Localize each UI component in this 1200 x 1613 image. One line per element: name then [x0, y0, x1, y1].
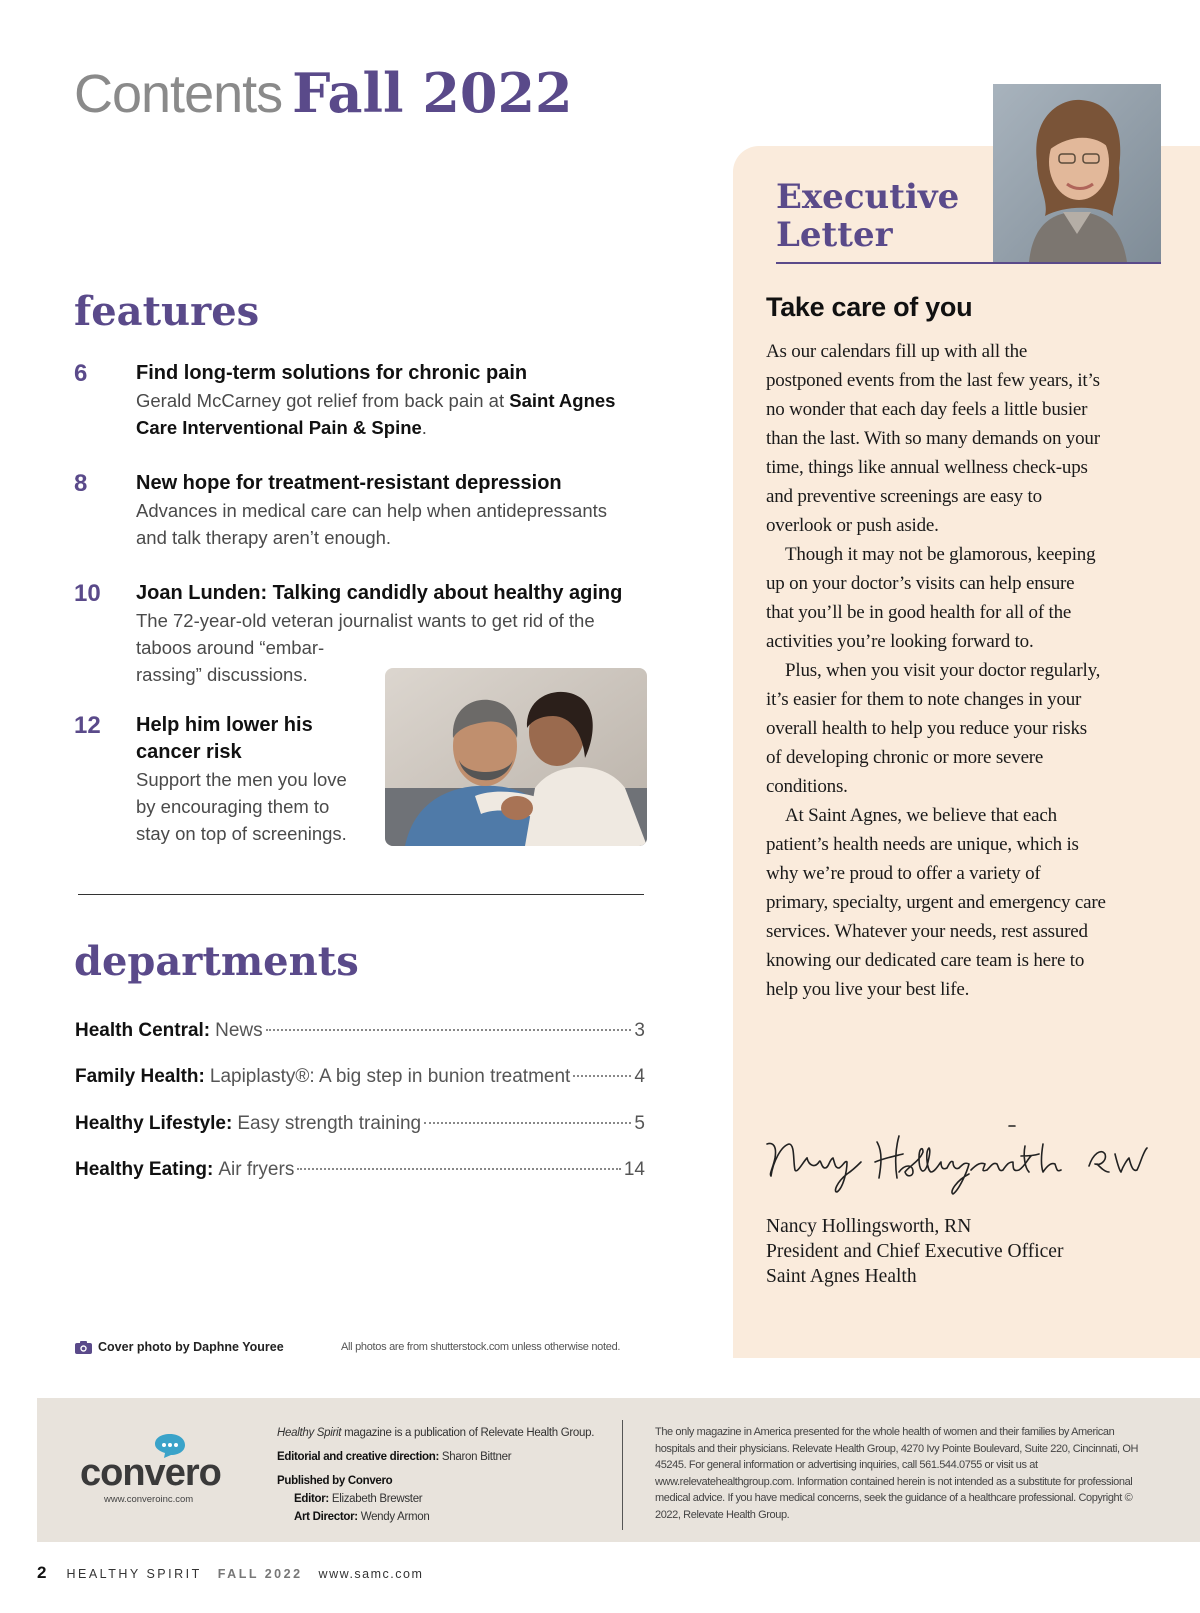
feature-page-number: 10 [74, 580, 101, 607]
department-page-number: 4 [634, 1066, 645, 1087]
magazine-name: Healthy Spirit [277, 1427, 342, 1439]
handwritten-signature [763, 1122, 1163, 1202]
feature-title: New hope for treatment-resistant depression [136, 472, 562, 494]
convero-url[interactable]: www.converoinc.com [104, 1494, 194, 1505]
department-name: Health Central: [75, 1020, 211, 1041]
department-topic: Air fryers [218, 1159, 295, 1180]
department-name: Healthy Lifestyle: [75, 1113, 233, 1134]
feature-description: Advances in medical care can help when antidepressants and talk therapy aren’t enough. [136, 500, 608, 548]
couple-photo [385, 668, 647, 846]
signer-block [766, 1214, 1063, 1289]
features-heading: features [74, 288, 260, 335]
dot-leader [424, 1122, 631, 1124]
feature-title: Find long-term solutions for chronic pain [136, 362, 528, 384]
executive-letter-heading: Executive Letter [776, 177, 960, 255]
publication-credits: Healthy Spirit magazine is a publication of Relevate Health Group. Editorial and creative direction: Sharon Bittner Published by Convero Editor: Elizabeth Brewster Art Director: Wendy Armon [277, 1427, 595, 1523]
cover-photo-credit-text: Cover photo by Daphne Youree [98, 1340, 284, 1354]
department-page-number: 5 [634, 1113, 645, 1134]
department-name: Family Health: [75, 1066, 205, 1087]
page-title [74, 61, 573, 125]
dot-leader [573, 1075, 631, 1077]
feature-description: Gerald McCarney got relief from back pain at Saint Agnes Care Interventional Pain & Spine. [136, 390, 616, 438]
convero-logo: convero [80, 1452, 221, 1494]
feature-description: Support the men you love by encouraging them to stay on top of screenings. [136, 769, 347, 844]
folio-page-number: 2 [37, 1563, 47, 1582]
letter-paragraph: Though it may not be glamorous, keeping up on your doctor’s visits can help ensure that you’ll be in good health for all of the activities you’re looking forward to. [766, 544, 1096, 652]
feature-description-continued: taboos around “embar-rassing” discussions. [136, 637, 325, 685]
heading-rule [776, 262, 1161, 264]
department-item[interactable] [75, 1158, 645, 1182]
dot-leader [297, 1168, 621, 1170]
department-topic: Lapiplasty®: A big step in bunion treatment [209, 1066, 571, 1087]
department-name: Healthy Eating: [75, 1159, 214, 1180]
department-page-number: 14 [623, 1159, 645, 1180]
cover-photo-credit [75, 1340, 284, 1354]
feature-description-emphasis: Saint Agnes Care Interventional Pain & Spine [136, 390, 616, 438]
letter-title: Take care of you [766, 292, 973, 322]
photos-source-note: All photos are from shutterstock.com unless otherwise noted. [341, 1341, 621, 1353]
department-item[interactable] [75, 1065, 645, 1089]
section-divider [78, 894, 644, 895]
signer-organization: Saint Agnes Health [766, 1266, 917, 1287]
page-title-issue: Fall 2022 [292, 61, 573, 125]
letter-paragraph: Plus, when you visit your doctor regularly, it’s easier for them to note changes in your overall health to help you reduce your risks of developing chronic or more severe conditions. [766, 660, 1101, 797]
letter-body [766, 337, 1106, 1004]
department-topic: Easy strength training [237, 1113, 422, 1134]
signer-name: Nancy Hollingsworth, RN [766, 1216, 972, 1237]
feature-page-number: 12 [74, 712, 101, 739]
folio-website[interactable]: www.samc.com [318, 1567, 424, 1581]
feature-page-number: 6 [74, 360, 88, 387]
department-topic: News [215, 1020, 263, 1041]
footer-divider [622, 1420, 623, 1530]
executive-portrait [993, 84, 1161, 262]
departments-heading: departments [74, 938, 359, 985]
page-folio [37, 1563, 423, 1583]
dot-leader [266, 1029, 632, 1031]
department-page-number: 3 [634, 1020, 645, 1041]
feature-title: Help him lower his cancer risk [136, 714, 313, 763]
page-title-lead: Contents [74, 64, 283, 124]
letter-paragraph: At Saint Agnes, we believe that each patient’s health needs are unique, which is why we’re proud to offer a variety of primary, specialty, urgent and emergency care services. Whatever your needs, rest assured knowing our dedicated care team is here to help you live your best life. [766, 805, 1106, 1000]
folio-magazine: HEALTHY SPIRIT [66, 1567, 202, 1581]
feature-page-number: 8 [74, 470, 88, 497]
legal-notice: The only magazine in America presented for the whole health of women and their families by American hospitals and their physicians. Relevate Health Group, 4270 Ivy Pointe Boulevard, Suite 220, Cincinnati, OH 45245. For general information or advertising inquiries, call 561.544.0755 or visit us at www.relevatehealthgroup.com. Information contained herein is not intended as a substitute for professional medical advice. If you have medical concerns, seek the guidance of a healthcare professional. Copyright © 2022, Relevate Health Group. [655, 1426, 1139, 1521]
signer-title: President and Chief Executive Officer [766, 1241, 1064, 1262]
letter-paragraph: As our calendars fill up with all the postponed events from the last few years, it’s no wonder that each day feels a little busier than the last. With so many demands on your time, things like annual wellness check-ups and preventive screenings are easy to overlook or push aside. [766, 341, 1100, 536]
folio-season: FALL 2022 [217, 1567, 303, 1581]
camera-icon [75, 1341, 92, 1354]
feature-description: The 72-year-old veteran journalist wants to get rid of the [136, 610, 595, 631]
department-item[interactable] [75, 1112, 645, 1136]
department-item[interactable] [75, 1019, 645, 1043]
feature-title: Joan Lunden: Talking candidly about healthy aging [136, 582, 623, 604]
